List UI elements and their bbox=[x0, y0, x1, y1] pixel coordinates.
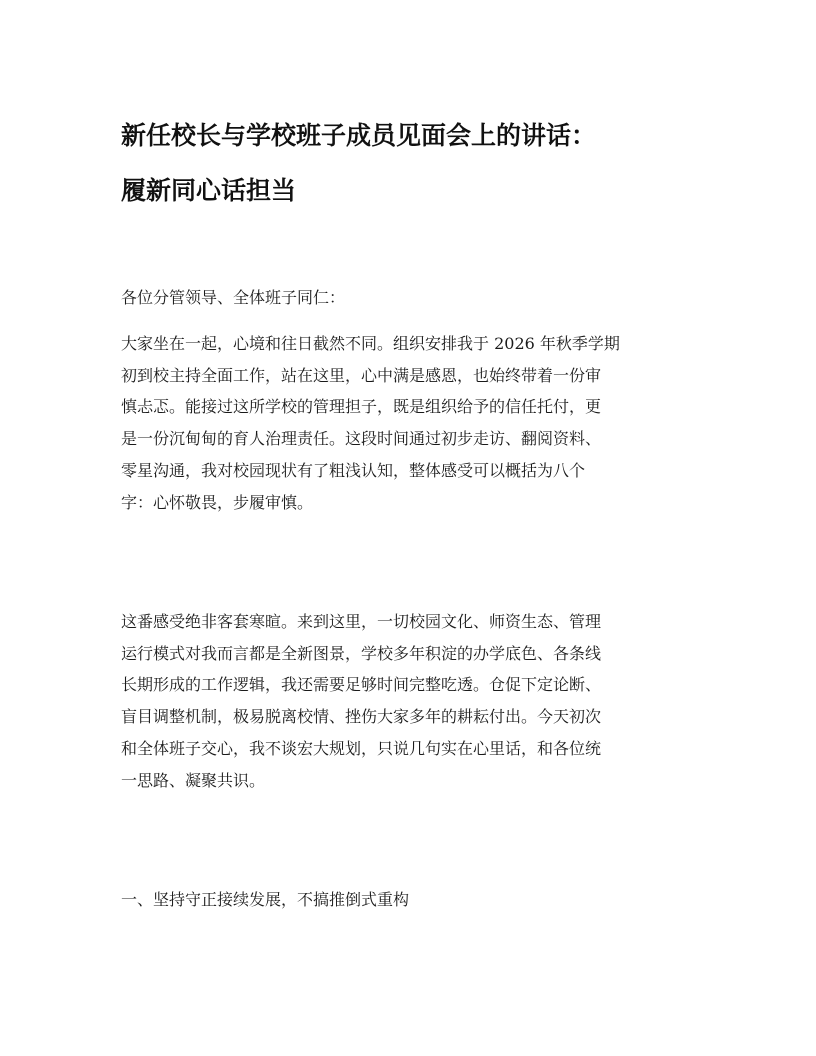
paragraph-1-line: 慎忐忑。能接过这所学校的管理担子，既是组织给予的信任托付，更 bbox=[121, 397, 602, 417]
paragraph-2-line: 盲目调整机制，极易脱离校情、挫伤大家多年的耕耘付出。今天初次 bbox=[121, 707, 602, 727]
paragraph-1 bbox=[121, 328, 701, 518]
title-line-1: 新任校长与学校班子成员见面会上的讲话： bbox=[121, 121, 597, 150]
paragraph-2 bbox=[121, 606, 701, 796]
paragraph-1-line: 初到校主持全面工作，站在这里，心中满是感恩，也始终带着一份审 bbox=[121, 365, 602, 385]
paragraph-2-line: 长期形成的工作逻辑，我还需要足够时间完整吃透。仓促下定论断、 bbox=[121, 675, 602, 695]
paragraph-2-line: 一思路、凝聚共识。 bbox=[121, 770, 266, 790]
paragraph-1-line: 零星沟通，我对校园现状有了粗浅认知，整体感受可以概括为八个 bbox=[121, 460, 586, 480]
salutation: 各位分管领导、全体班子同仁： bbox=[121, 288, 346, 307]
paragraph-2-line: 运行模式对我而言都是全新图景，学校多年积淀的办学底色、各条线 bbox=[121, 643, 602, 663]
paragraph-2-line: 这番感受绝非客套寒暄。来到这里，一切校园文化、师资生态、管理 bbox=[121, 612, 602, 631]
paragraph-2-line: 和全体班子交心，我不谈宏大规划，只说几句实在心里话，和各位统 bbox=[121, 738, 602, 758]
paragraph-1-line: 大家坐在一起，心境和往日截然不同。组织安排我于 2026 年秋季学期 bbox=[121, 334, 620, 353]
document-title bbox=[121, 108, 701, 218]
paragraph-1-line: 是一份沉甸甸的育人治理责任。这段时间通过初步走访、翻阅资料、 bbox=[121, 429, 602, 449]
paragraph-1-line: 字：心怀敬畏，步履审慎。 bbox=[121, 492, 314, 512]
section-heading-1: 一、坚持守正接续发展，不搞推倒式重构 bbox=[121, 890, 410, 909]
title-line-2: 履新同心话担当 bbox=[121, 176, 297, 205]
